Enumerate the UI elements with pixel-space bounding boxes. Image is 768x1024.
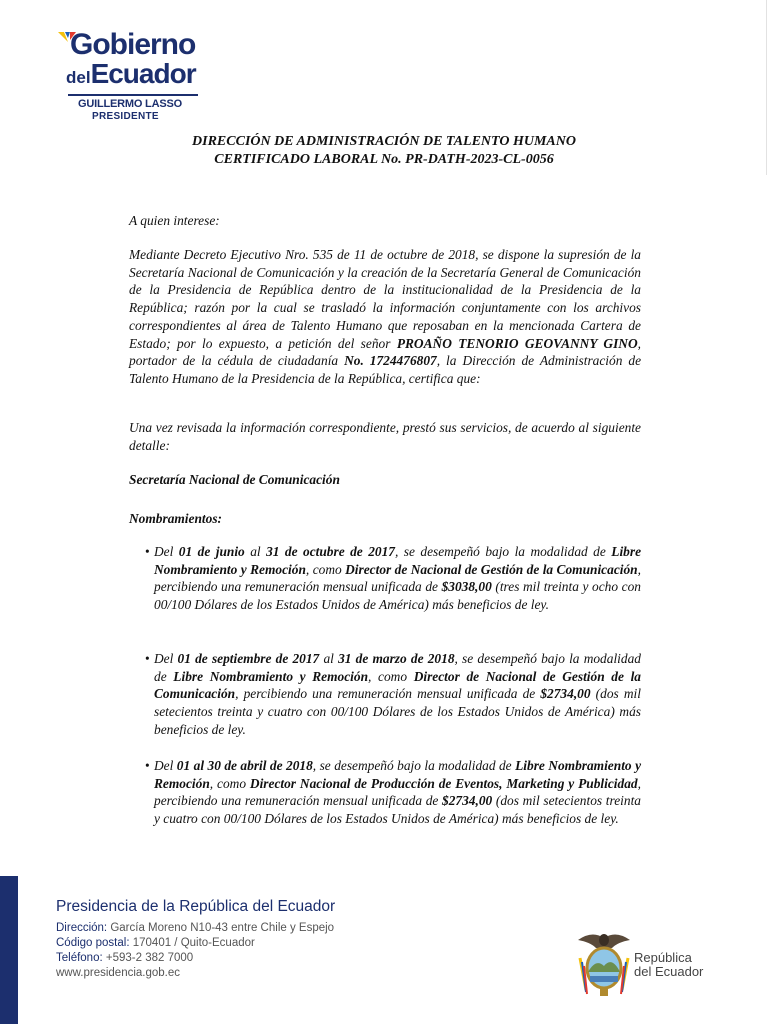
list-item (145, 757, 642, 828)
logo-line2-small: del (66, 68, 91, 87)
item-text: al (319, 651, 339, 666)
item-date-end: 31 de marzo de 2018 (338, 651, 455, 666)
paragraph-detail: Una vez revisada la información correspondiente, prestó sus servicios, de acuerdo al siguiente detalle: (129, 420, 641, 453)
item-text: Del (154, 651, 178, 666)
p1-b: , portador de la cédula de ciudadanía (129, 335, 641, 369)
footer-postal (56, 937, 255, 949)
phone-value: +593-2 382 7000 (105, 952, 194, 964)
bullet-icon: • (145, 758, 150, 773)
item-date-start: 01 al 30 de abril de 2018 (176, 758, 313, 773)
paragraph-decree (129, 246, 641, 388)
p1-a: Mediante Decreto Ejecutivo Nro. 535 de 11 de octubre de 2018, se dispone la supresión de la Secretaría Nacional de Comunicación y la creación de la Secretaría General de Comunicación de la Presidencia de República dentro de la institucionalidad de la Presidencia de la República; razón por la cual se trasladó la información conjuntamente con los archivos correspondientes al área de Talento Humano que reposaban en la mencionada Cartera de Estado; por lo expuesto, a petición del señor (129, 247, 641, 351)
bullet-icon: • (145, 651, 150, 666)
item-date-start: 01 de junio (178, 544, 245, 559)
item-text: al (244, 544, 267, 559)
item-role: Director de Nacional de Gestión de la Comunicación (154, 668, 641, 702)
list-item (145, 650, 641, 739)
certificate-number: CERTIFICADO LABORAL No. PR-DATH-2023-CL-0056 (214, 152, 554, 167)
seal-text-line2: del Ecuador (634, 964, 704, 979)
p1-name: PROAÑO TENORIO GEOVANNY GINO (396, 335, 638, 351)
item-text: , como (368, 668, 414, 684)
item-date-start: 01 de septiembre de 2017 (177, 651, 320, 666)
footer-website[interactable]: www.presidencia.gob.ec (56, 967, 181, 979)
salutation: A quien interese: (129, 213, 220, 228)
item-text: , percibiendo una remuneración mensual unificada de (235, 686, 541, 702)
phone-label: Teléfono: (56, 952, 103, 964)
postal-value: 170401 / Quito-Ecuador (132, 937, 255, 949)
item-text: , percibiendo una remuneración mensual unificada de (154, 775, 641, 809)
logo-line2 (66, 60, 196, 88)
document-title: DIRECCIÓN DE ADMINISTRACIÓN DE TALENTO HUMANO (192, 134, 576, 149)
subsection-title: Nombramientos: (129, 511, 222, 526)
bullet-icon: • (145, 544, 150, 559)
item-text: (tres mil treinta y ocho con 00/100 Dólares de los Estados Unidos de América) más beneficios de ley. (154, 579, 641, 613)
item-text: (dos mil setecientos treinta y cuatro con 00/100 Dólares de los Estados Unidos de América) más beneficios de ley. (154, 686, 641, 737)
item-amount: $2734,00 (540, 686, 591, 702)
item-role: Director de Nacional de Gestión de la Comunicación (345, 561, 638, 577)
footer-address (56, 922, 334, 934)
footer-accent-bar (0, 876, 18, 1024)
postal-label: Código postal: (56, 937, 130, 949)
p1-c: , la Dirección de Administración de Talento Humano de la Presidencia de la República, certifica que: (129, 353, 642, 386)
item-text: , percibiendo una remuneración mensual unificada de (154, 561, 641, 595)
item-text: , se desempeñó bajo la modalidad de (394, 544, 612, 559)
item-text: Del (154, 758, 177, 773)
item-text: Del (154, 544, 179, 559)
item-amount: $2734,00 (442, 793, 493, 809)
logo-president-name: GUILLERMO LASSO (78, 98, 182, 110)
section-title: Secretaría Nacional de Comunicación (129, 472, 340, 487)
item-role: Director Nacional de Producción de Eventos, Marketing y Publicidad (249, 775, 638, 791)
item-text: , se desempeñó bajo la modalidad de (312, 758, 516, 773)
p1-id: No. 1724476807 (344, 353, 437, 369)
item-text: (dos mil setecientos treinta y cuatro con 00/100 Dólares de los Estados Unidos de América) más beneficios de ley. (154, 793, 641, 827)
footer-title: Presidencia de la República del Ecuador (56, 898, 336, 915)
coat-of-arms-icon (574, 928, 634, 1000)
logo-line2-main: Ecuador (90, 58, 196, 89)
gobierno-logo (58, 30, 208, 125)
item-text: , como (209, 775, 250, 791)
address-value: García Moreno N10-43 entre Chile y Espejo (110, 922, 335, 934)
item-modality: Libre Nombramiento y Remoción (154, 544, 642, 577)
item-text: , se desempeñó bajo la modalidad de (154, 651, 641, 684)
seal-text-line1: República (634, 950, 692, 965)
address-label: Dirección: (56, 922, 108, 934)
logo-president-role: PRESIDENTE (92, 111, 159, 122)
item-date-end: 31 de octubre de 2017 (266, 544, 395, 559)
item-modality: Libre Nombramiento y Remoción (173, 668, 369, 684)
list-item (145, 543, 642, 614)
item-amount: $3038,00 (441, 579, 492, 595)
logo-line1: Gobierno (70, 28, 196, 61)
logo-rule (68, 94, 198, 96)
footer-phone (56, 952, 193, 964)
item-modality: Libre Nombramiento y Remoción (154, 758, 642, 791)
item-text: , como (305, 561, 346, 577)
